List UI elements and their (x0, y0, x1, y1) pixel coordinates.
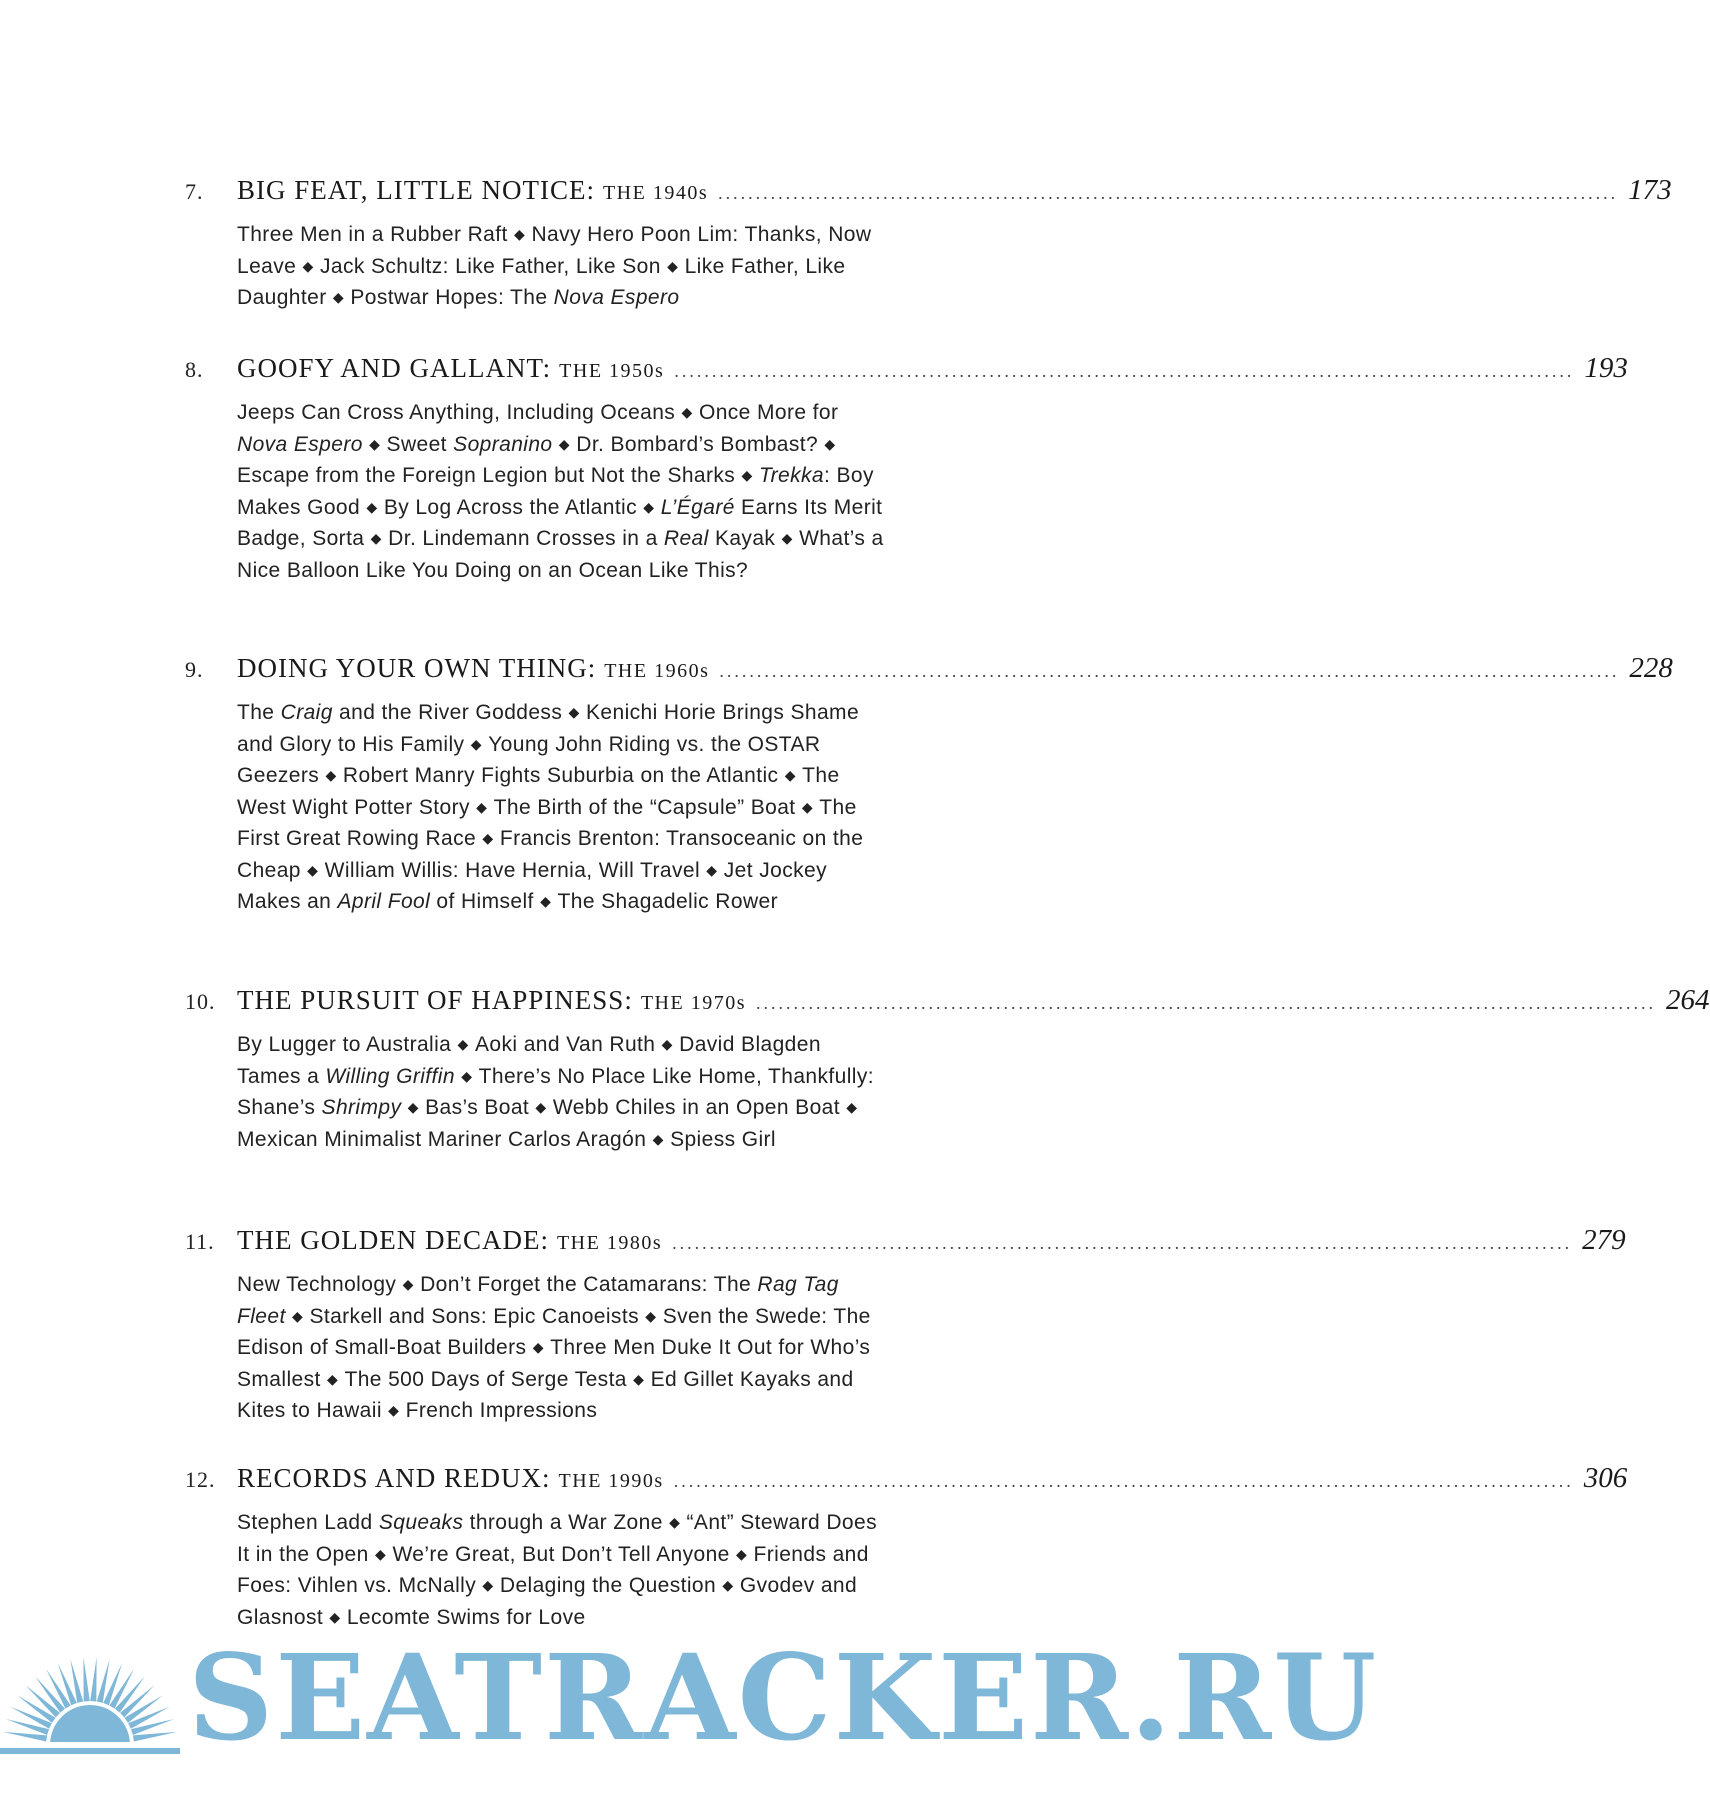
contents-text: : Boy Makes Good (237, 464, 874, 519)
contents-text: New Technology (237, 1273, 397, 1296)
chapter-number: 8. (185, 357, 204, 382)
dot-leader: ........................................................................................................................ (672, 1233, 1573, 1253)
diamond-separator-icon: ◆ (628, 1370, 649, 1387)
chapter-contents (237, 698, 887, 919)
contents-text: Jack Schultz: Like Father, Like Son (319, 254, 661, 278)
chapter-era: THE 1970s (640, 992, 746, 1014)
diamond-separator-icon: ◆ (478, 830, 498, 846)
chapter-contents (237, 220, 887, 315)
sun-ray (3, 1732, 47, 1742)
chapter-contents (237, 1270, 887, 1428)
italic-title: Nova Espero (553, 286, 680, 309)
chapter-era: THE 1980s (556, 1232, 663, 1254)
dot-leader: ........................................................................................................................ (756, 993, 1656, 1013)
contents-text: Three Men in a Rubber Raft (237, 223, 508, 246)
diamond-separator-icon: ◆ (664, 1514, 685, 1530)
dot-leader: ........................................................................................................................ (719, 661, 1620, 681)
chapter-era: THE 1960s (604, 660, 710, 682)
contents-text: Friends and Foes: Vihlen vs. McNally (237, 1542, 869, 1597)
diamond-separator-icon: ◆ (383, 1402, 404, 1418)
diamond-separator-icon: ◆ (364, 435, 385, 452)
diamond-separator-icon: ◆ (648, 1130, 669, 1147)
contents-text: Dr. Lindemann Crosses in a (388, 527, 664, 550)
contents-text: Mexican Minimalist Mariner Carlos Aragón (237, 1127, 647, 1151)
contents-text: Once More for (698, 401, 839, 424)
contents-text: Aoki and Van Ruth (475, 1033, 656, 1056)
contents-text: Webb Chiles in an Open Boat (552, 1096, 840, 1119)
chapter-title: THE GOLDEN DECADE: (237, 1225, 549, 1255)
sunburst-icon (0, 1620, 180, 1800)
chapter-contents (237, 1508, 887, 1634)
italic-title: Shrimpy (321, 1096, 402, 1119)
contents-text: Lecomte Swims for Love (346, 1605, 586, 1629)
chapter-page-number: 193 (1584, 352, 1628, 384)
contents-text: and the River Goddess (332, 701, 563, 724)
diamond-separator-icon: ◆ (702, 861, 722, 878)
chapter-era: THE 1940s (602, 182, 709, 204)
diamond-separator-icon: ◆ (731, 1545, 752, 1562)
italic-title: Squeaks (378, 1511, 464, 1534)
chapter-heading (185, 1462, 1628, 1502)
contents-text: Starkell and Sons: Epic Canoeists (309, 1304, 639, 1328)
diamond-separator-icon: ◆ (820, 435, 836, 452)
diamond-separator-icon: ◆ (564, 704, 584, 720)
diamond-separator-icon: ◆ (466, 735, 487, 752)
contents-text: By Lugger to Australia (237, 1033, 452, 1056)
chapter-number: 7. (185, 179, 204, 204)
contents-text: Stephen Ladd (237, 1511, 379, 1534)
contents-text: There’s No Place Like Home, Thankfully: Shane’s (237, 1064, 874, 1119)
contents-text: David Blagden Tames a (237, 1033, 821, 1088)
diamond-separator-icon: ◆ (370, 1545, 391, 1562)
contents-text: Jeeps Can Cross Anything, Including Oceans (237, 401, 676, 424)
chapter-heading (185, 352, 1628, 392)
diamond-separator-icon: ◆ (841, 1099, 858, 1115)
contents-text: The (237, 701, 281, 724)
contents-text: French Impressions (405, 1399, 598, 1422)
diamond-separator-icon: ◆ (737, 467, 757, 483)
chapter-era: THE 1950s (559, 360, 665, 382)
diamond-separator-icon: ◆ (780, 767, 801, 783)
dot-leader: ........................................................................................................................ (674, 361, 1575, 381)
diamond-separator-icon: ◆ (531, 1099, 551, 1115)
contents-text: Robert Manry Fights Suburbia on the Atlantic (342, 764, 779, 787)
dot-leader: ........................................................................................................................ (673, 1471, 1574, 1491)
diamond-separator-icon: ◆ (639, 498, 659, 515)
contents-text: Postwar Hopes: The (350, 286, 554, 309)
watermark-text: SEATRACKER.RU (188, 1628, 1379, 1767)
diamond-separator-icon: ◆ (662, 257, 683, 274)
chapter-title: GOOFY AND GALLANT: (237, 353, 552, 383)
chapter-heading (185, 984, 1710, 1024)
watermark (0, 1620, 1379, 1800)
contents-text: The Shagadelic Rower (557, 890, 778, 913)
contents-text: The 500 Days of Serge Testa (344, 1367, 627, 1391)
diamond-separator-icon: ◆ (528, 1339, 549, 1355)
diamond-separator-icon: ◆ (657, 1036, 678, 1052)
horizon-line (0, 1748, 180, 1754)
chapter-page-number: 173 (1628, 174, 1672, 206)
diamond-separator-icon: ◆ (453, 1036, 474, 1052)
contents-text: Francis Brenton: Transoceanic on the Cheap (237, 827, 864, 882)
chapter-page-number: 228 (1629, 652, 1673, 684)
chapter-heading (185, 174, 1672, 214)
italic-title: Real (663, 527, 709, 550)
chapter-page-number: 264 (1666, 984, 1710, 1016)
contents-text: Sven the Swede: The Edison of Small-Boat Builders (237, 1304, 871, 1359)
chapter-title: BIG FEAT, LITTLE NOTICE: (237, 175, 595, 205)
contents-text: Navy Hero Poon Lim: Thanks, Now Leave (237, 223, 872, 278)
diamond-separator-icon: ◆ (298, 257, 318, 274)
dot-leader: ........................................................................................................................ (718, 183, 1619, 203)
contents-text: The First Great Rowing Race (237, 795, 857, 850)
italic-title: Sopranino (453, 432, 553, 456)
diamond-separator-icon: ◆ (398, 1276, 419, 1292)
contents-text: Kayak (708, 527, 776, 550)
contents-text: Delaging the Question (499, 1574, 717, 1597)
contents-text: William Willis: Have Hernia, Will Travel (324, 858, 701, 882)
chapter-heading (185, 652, 1673, 692)
diamond-separator-icon: ◆ (325, 1608, 345, 1625)
chapter-contents (237, 1030, 887, 1156)
contents-text: Like Father, Like Daughter (237, 254, 846, 309)
sun-ray (103, 1663, 122, 1705)
contents-text: through a War Zone (463, 1511, 663, 1534)
contents-text: Jet Jockey Makes an (237, 858, 827, 913)
chapter-contents (237, 398, 887, 586)
diamond-separator-icon: ◆ (677, 404, 697, 420)
contents-text: By Log Across the Atlantic (383, 495, 638, 519)
chapter-era: THE 1990s (558, 1470, 664, 1492)
sun-ray (58, 1663, 77, 1705)
chapter-heading (185, 1224, 1626, 1264)
diamond-separator-icon: ◆ (554, 435, 575, 452)
sun-ray (133, 1732, 177, 1742)
diamond-separator-icon: ◆ (535, 893, 556, 909)
contents-text: We’re Great, But Don’t Tell Anyone (392, 1542, 730, 1566)
chapter-page-number: 279 (1582, 1224, 1626, 1256)
italic-title: April Fool (337, 890, 431, 913)
contents-text: What’s a Nice Balloon Like You Doing on an Ocean Like This? (237, 527, 884, 582)
diamond-separator-icon: ◆ (640, 1307, 661, 1324)
diamond-separator-icon: ◆ (777, 530, 798, 546)
chapter-number: 10. (185, 989, 216, 1014)
diamond-separator-icon: ◆ (321, 767, 341, 783)
diamond-separator-icon: ◆ (362, 498, 382, 515)
italic-title: Nova Espero (237, 432, 363, 456)
sun-ray (90, 1657, 96, 1701)
sun-ray (83, 1657, 89, 1701)
diamond-separator-icon: ◆ (509, 226, 530, 242)
contents-text: The Birth of the “Capsule” Boat (493, 795, 796, 819)
diamond-separator-icon: ◆ (403, 1099, 424, 1115)
chapter-number: 11. (185, 1229, 215, 1254)
chapter-number: 12. (185, 1467, 216, 1492)
diamond-separator-icon: ◆ (302, 861, 323, 878)
diamond-separator-icon: ◆ (718, 1577, 738, 1593)
contents-text: Sweet (386, 432, 454, 456)
italic-title: Rag Tag Fleet (237, 1273, 839, 1328)
chapter-page-number: 306 (1583, 1462, 1628, 1494)
italic-title: Craig (280, 701, 333, 724)
diamond-separator-icon: ◆ (797, 798, 818, 815)
contents-text: Escape from the Foreign Legion but Not the Sharks (237, 464, 736, 487)
contents-text: Kenichi Horie Brings Shame and Glory to His Family (237, 701, 860, 756)
contents-text: of Himself (430, 890, 534, 913)
contents-text: Earns Its Merit Badge, Sorta (237, 495, 883, 550)
contents-text: Bas’s Boat (425, 1096, 530, 1119)
diamond-separator-icon: ◆ (478, 1577, 498, 1593)
diamond-separator-icon: ◆ (471, 798, 492, 815)
contents-text: Three Men Duke It Out for Who’s Smallest (237, 1336, 871, 1391)
diamond-separator-icon: ◆ (456, 1067, 477, 1084)
diamond-separator-icon: ◆ (322, 1370, 343, 1387)
contents-text: Young John Riding vs. the OSTAR Geezers (237, 732, 821, 787)
italic-title: L’Égaré (660, 495, 735, 519)
contents-text: Don’t Forget the Catamarans: The (420, 1273, 758, 1296)
contents-text: Gvodev and Glasnost (237, 1574, 858, 1629)
contents-text: Ed Gillet Kayaks and Kites to Hawaii (237, 1367, 854, 1422)
contents-text: “Ant” Steward Does It in the Open (237, 1511, 877, 1566)
contents-text: The West Wight Potter Story (237, 764, 840, 819)
contents-text: Dr. Bombard’s Bombast? (576, 432, 819, 456)
diamond-separator-icon: ◆ (366, 530, 387, 546)
chapter-number: 9. (185, 657, 204, 682)
chapter-title: DOING YOUR OWN THING: (237, 653, 597, 683)
chapter-title: THE PURSUIT OF HAPPINESS: (237, 985, 633, 1015)
italic-title: Trekka (758, 464, 824, 487)
chapter-title: RECORDS AND REDUX: (237, 1463, 551, 1493)
contents-text: Spiess Girl (670, 1127, 776, 1151)
italic-title: Willing Griffin (325, 1064, 455, 1088)
diamond-separator-icon: ◆ (287, 1307, 308, 1324)
diamond-separator-icon: ◆ (328, 289, 349, 305)
